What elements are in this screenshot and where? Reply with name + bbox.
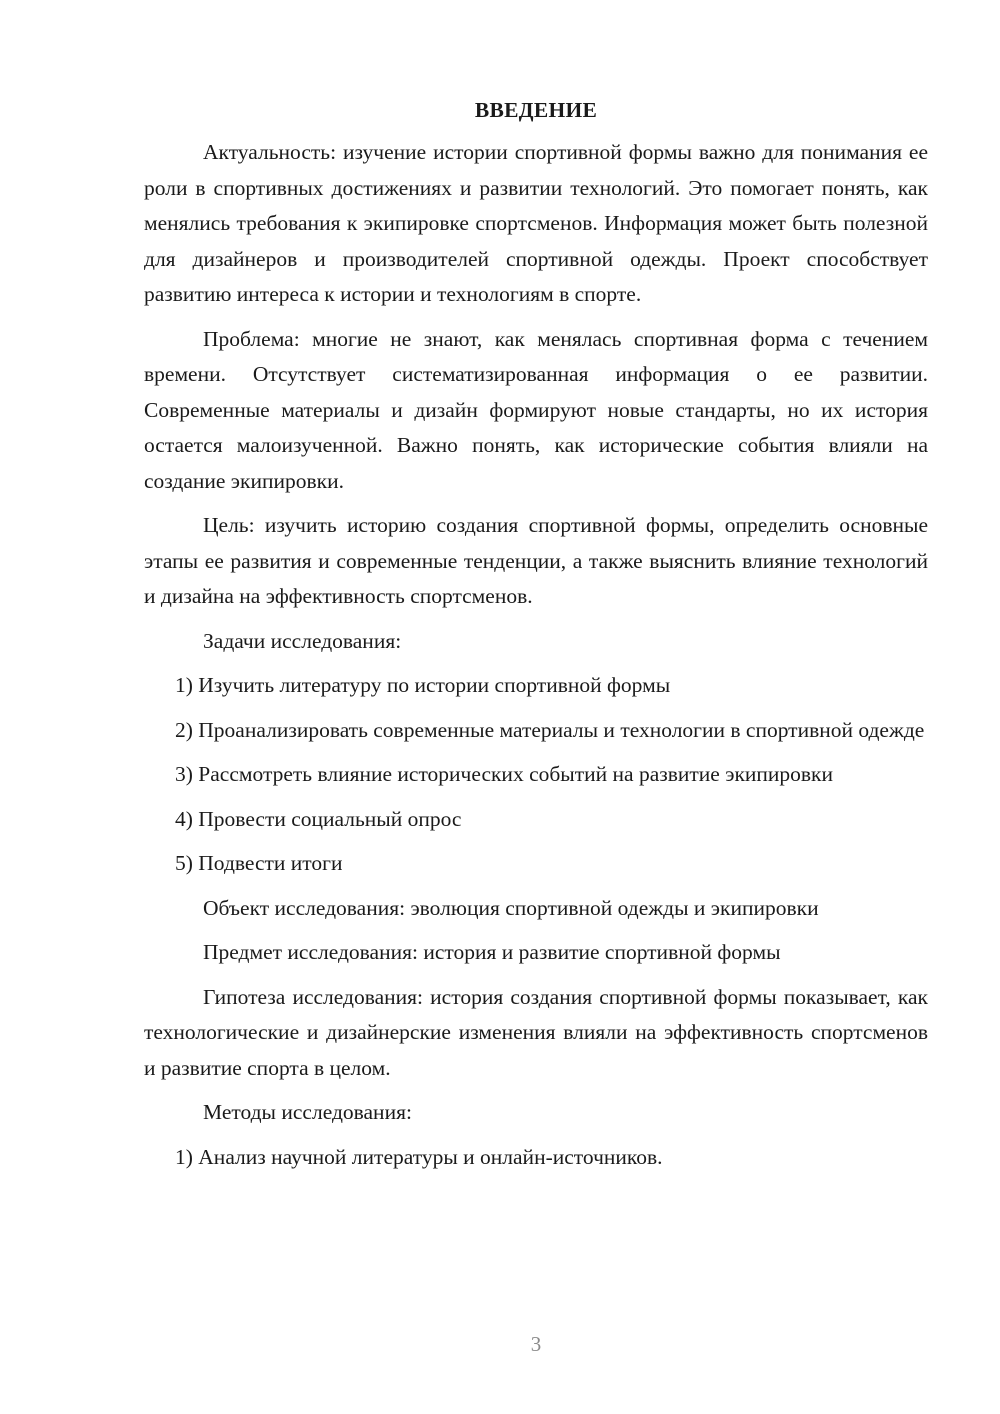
problem-paragraph: Проблема: многие не знают, как менялась спортивная форма с течением времени. Отсутствует систематизированная информация о ее развитии. Современные материалы и дизайн формируют новые стандарты, но их история остается малоизученной. Важно понять, как исторические события влияли на создание экипировки. bbox=[144, 326, 928, 493]
page-number: 3 bbox=[530, 1332, 542, 1356]
task-item: 2) Проанализировать современные материалы и технологии в спортивной одежде bbox=[175, 717, 925, 742]
document-page bbox=[144, 96, 928, 1184]
tasks-heading: Задачи исследования: bbox=[203, 628, 402, 653]
methods-heading: Методы исследования: bbox=[203, 1100, 412, 1124]
hypothesis-paragraph: Гипотеза исследования: история создания спортивной формы показывает, как технологические и дизайнерские изменения влияли на эффективность спортсменов и развитие спорта в целом. bbox=[144, 984, 928, 1080]
method-item: 1) Анализ научной литературы и онлайн-источников. bbox=[175, 1144, 663, 1169]
relevance-paragraph: Актуальность: изучение истории спортивной формы важно для понимания ее роли в спортивных достижениях и развитии технологий. Это помогает понять, как менялись требования к экипировке спортсменов. Информация может быть полезной для дизайнеров и производителей спортивной одежды. Проект способствует развитию интереса к истории и технологиям в спорте. bbox=[144, 140, 928, 306]
task-item: 5) Подвести итоги bbox=[175, 851, 343, 875]
goal-paragraph: Цель: изучить историю создания спортивной формы, определить основные этапы ее развития и современные тенденции, а также выяснить влияние технологий и дизайна на эффективность спортсменов. bbox=[144, 513, 928, 608]
research-object: Объект исследования: эволюция спортивной одежды и экипировки bbox=[203, 895, 819, 920]
task-item: 3) Рассмотреть влияние исторических событий на развитие экипировки bbox=[175, 762, 834, 786]
research-subject: Предмет исследования: история и развитие спортивной формы bbox=[203, 940, 781, 964]
task-item: 1) Изучить литературу по истории спортивной формы bbox=[175, 673, 671, 697]
section-title: ВВЕДЕНИЕ bbox=[474, 98, 598, 122]
task-item: 4) Провести социальный опрос bbox=[175, 806, 462, 831]
